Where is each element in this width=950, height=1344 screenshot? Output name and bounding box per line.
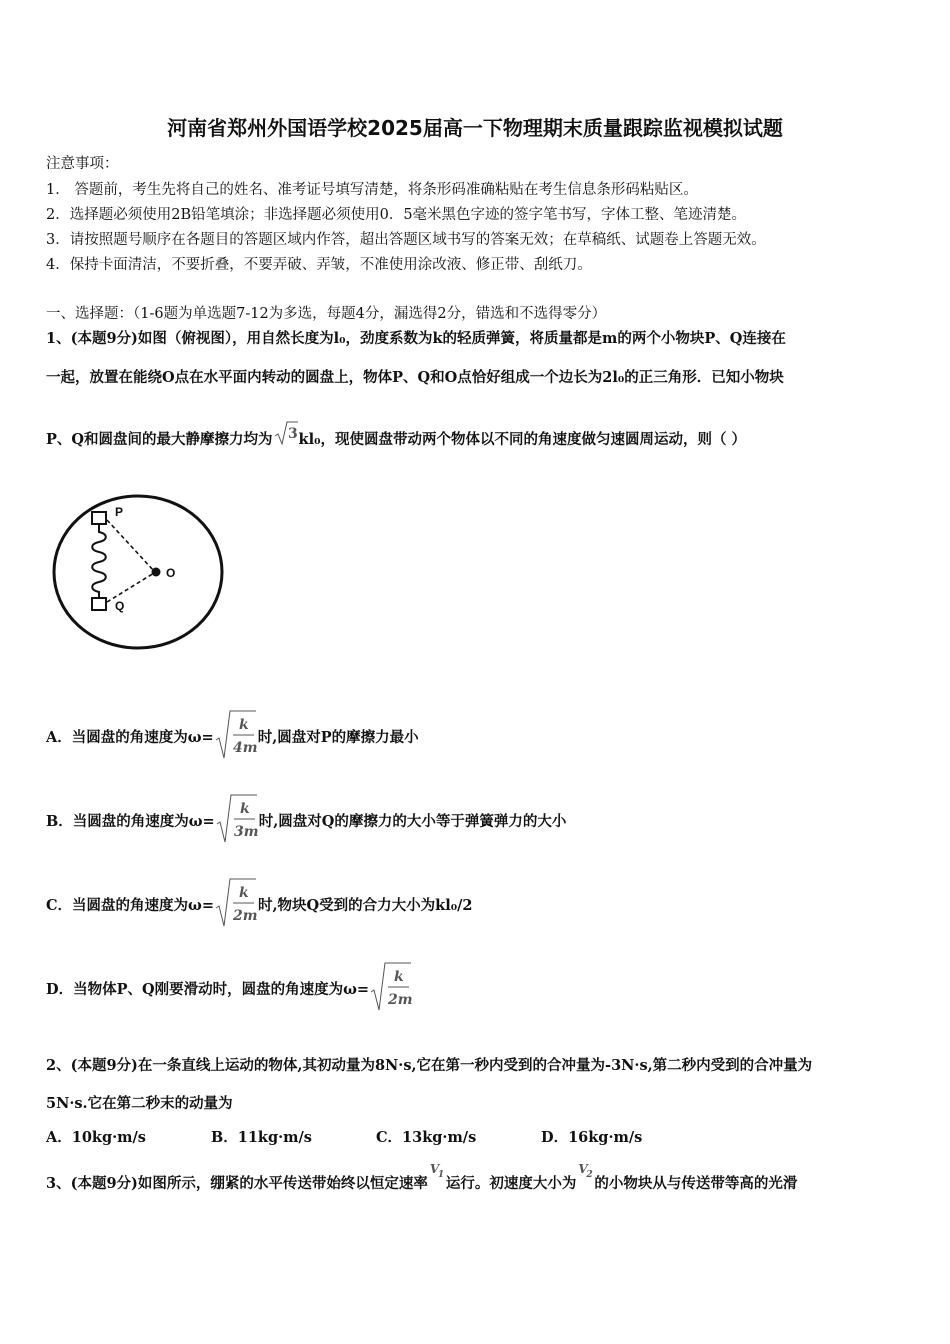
q1-option-d[interactable] — [46, 960, 413, 1012]
q2-option-c[interactable]: C．13kg·m/s — [376, 1129, 477, 1146]
sqrt-fraction-formula — [214, 708, 258, 760]
svg-text:2m: 2m — [233, 908, 258, 924]
v1-symbol: V 1 — [429, 1162, 445, 1180]
option-prefix: B．当圆盘的角速度为ω= — [46, 813, 215, 830]
option-prefix: C．当圆盘的角速度为ω= — [46, 897, 214, 914]
q2-option-a[interactable]: A．10kg·m/s — [46, 1129, 146, 1146]
dashed-line-qo — [107, 573, 154, 602]
q1-option-b[interactable] — [46, 792, 566, 844]
sqrt-fraction-formula — [214, 876, 258, 928]
v2-symbol: V 2 — [578, 1162, 593, 1180]
spring — [92, 524, 106, 598]
q3-text-part3: 的小物块从与传送带等高的光滑 — [594, 1175, 798, 1192]
sqrt-fraction-formula — [369, 960, 413, 1012]
svg-text:2m: 2m — [388, 992, 413, 1008]
sqrt-3-formula — [273, 418, 299, 448]
q1-option-c[interactable] — [46, 876, 472, 928]
page-title: 河南省郑州外国语学校2025届高一下物理期末质量跟踪监视模拟试题 — [167, 116, 783, 140]
dashed-line-po — [107, 520, 154, 571]
block-p — [92, 512, 106, 524]
svg-text:3m: 3m — [233, 824, 259, 840]
section-heading: 一、选择题：（1-6题为单选题7-12为多选，每题4分，漏选得2分，错选和不选得零分） — [46, 306, 607, 322]
q1-text-line2: 一起，放置在能绕O点在水平面内转动的圆盘上，物体P、Q和O点恰好组成一个边长为2l₀的正三角形．已知小物块 — [46, 369, 784, 386]
label-p: P — [115, 505, 124, 519]
q2-option-b[interactable]: B．11kg·m/s — [211, 1129, 312, 1146]
q2-text-line2: 5N·s.它在第二秒末的动量为 — [46, 1095, 233, 1112]
block-q — [92, 598, 106, 610]
q3-text-line1 — [46, 1162, 798, 1193]
svg-text:k: k — [238, 717, 249, 733]
label-q: Q — [115, 599, 125, 613]
option-suffix: 时,圆盘对Q的摩擦力的大小等于弹簧弹力的大小 — [258, 813, 567, 830]
svg-text:k: k — [394, 969, 404, 985]
svg-text:k: k — [239, 801, 250, 817]
center-point-o — [152, 568, 161, 577]
notice-heading: 注意事项： — [46, 156, 119, 172]
option-prefix: D．当物体P、Q刚要滑动时，圆盘的角速度为ω= — [46, 981, 370, 998]
q1-option-a[interactable] — [46, 708, 419, 760]
sqrt-radicand: 3 — [287, 426, 298, 442]
q1-text-line3-b: kl₀，现使圆盘带动两个物体以不同的角速度做匀速圆周运动，则（ ） — [298, 431, 746, 448]
notice-item: 4．保持卡面清洁，不要折叠，不要弄破、弄皱，不准使用涂改液、修正带、刮纸刀。 — [46, 257, 592, 273]
svg-text:4m: 4m — [232, 740, 258, 756]
q2-option-d[interactable]: D．16kg·m/s — [541, 1129, 643, 1146]
svg-text:k: k — [239, 885, 249, 901]
sqrt-fraction-formula — [215, 792, 259, 844]
q2-text-line1: 2、(本题9分)在一条直线上运动的物体,其初动量为8N·s,它在第一秒内受到的合冲量为-3N·s,第二秒内受到的合冲量为 — [46, 1057, 813, 1074]
option-suffix: 时,物块Q受到的合力大小为kl₀/2 — [258, 897, 473, 914]
q1-text-line1: 1、(本题9分)如图（俯视图），用自然长度为l₀，劲度系数为k的轻质弹簧，将质量都是m的两个小物块P、Q连接在 — [46, 330, 786, 347]
q1-text-line3 — [46, 418, 746, 449]
q3-text-part1: 3、(本题9分)如图所示，绷紧的水平传送带始终以恒定速率 — [46, 1175, 428, 1192]
option-suffix: 时,圆盘对P的摩擦力最小 — [257, 729, 419, 746]
q1-text-line3-a: P、Q和圆盘间的最大静摩擦力均为 — [46, 431, 273, 448]
disk-circle — [54, 496, 222, 648]
notice-item: 2．选择题必须使用2B铅笔填涂；非选择题必须使用0．5毫米黑色字迹的签字笔书写，字体工整、笔迹清楚。 — [46, 207, 747, 223]
q1-figure — [50, 494, 240, 654]
notice-item: 3．请按照题号顺序在各题目的答题区域内作答，超出答题区域书写的答案无效；在草稿纸、试题卷上答题无效。 — [46, 232, 766, 248]
notice-item: 1． 答题前，考生先将自己的姓名、准考证号填写清楚，将条形码准确粘贴在考生信息条形码粘贴区。 — [46, 182, 698, 198]
label-o: O — [166, 566, 176, 580]
q3-text-part2: 运行。初速度大小为 — [445, 1175, 577, 1192]
option-prefix: A．当圆盘的角速度为ω= — [46, 729, 214, 746]
